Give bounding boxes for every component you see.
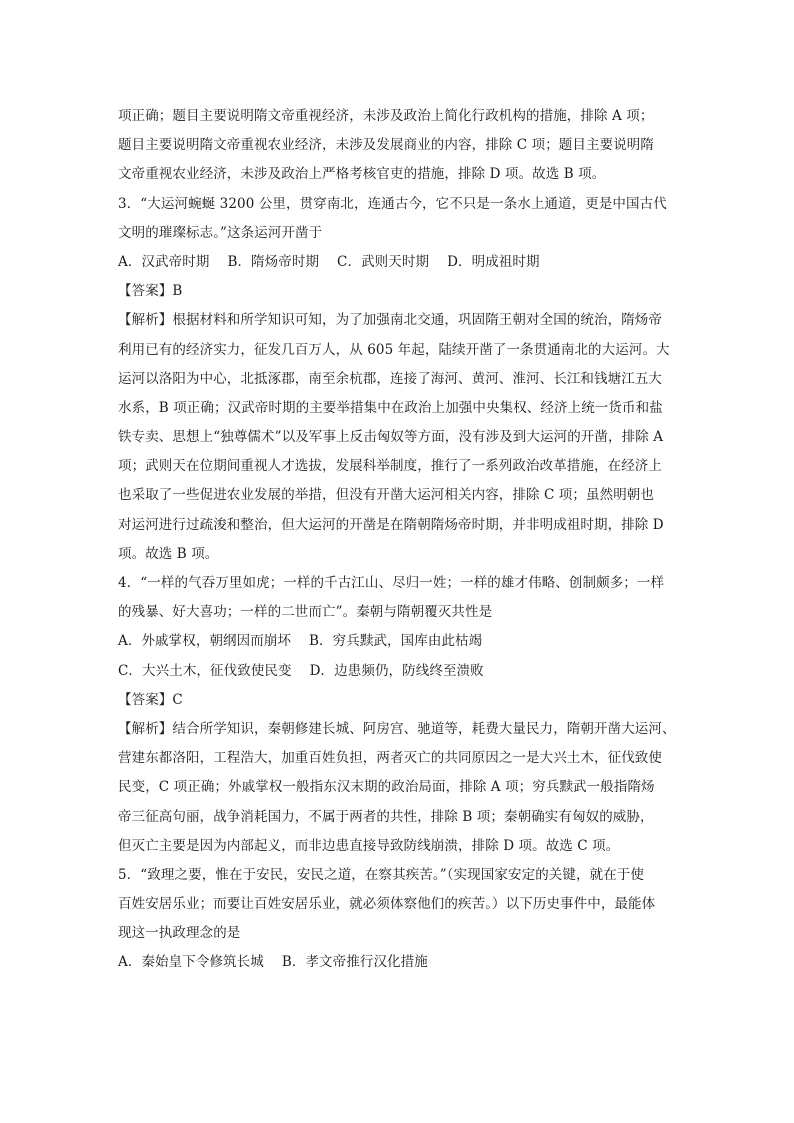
- question-4-analysis: 帝三征高句丽，战争消耗国力，不属于两者的共性，排除 B 项；秦朝确实有匈奴的威胁，: [118, 808, 654, 825]
- text-line: 项正确；题目主要说明隋文帝重视经济，未涉及政治上简化行政机构的措施，排除 A 项；: [118, 108, 654, 124]
- question-3-analysis: 运河以洛阳为中心，北抵涿郡，南至余杭郡，连接了海河、黄河、淮河、长江和钱塘江五大: [118, 370, 662, 387]
- question-3-analysis: 也采取了一些促进农业发展的举措，但没有开凿大运河相关内容，排除 C 项；虽然明朝也: [118, 487, 655, 504]
- question-5-stem: 百姓安居乐业；而要让百姓安居乐业，就必须体察他们的疾苦。）以下历史事件中，最能体: [118, 896, 656, 913]
- question-3-analysis: 项。故选 B 项。: [118, 545, 219, 562]
- question-3-analysis: 水系，B 项正确；汉武帝时期的主要举措集中在政治上加强中央集权、经济上统一货币和盐: [118, 399, 663, 416]
- question-4-stem: 4．“一样的气吞万里如虎；一样的千古江山、尽归一姓；一样的雄才伟略、创制颇多；一样: [118, 575, 665, 591]
- question-4-options: A．外戚掌权，朝纲因而崩坏 B．穷兵黩武，国库由此枯竭: [118, 633, 483, 650]
- question-4-analysis: 民变，C 项正确；外戚掌权一般指东汉末期的政治局面，排除 A 项；穷兵黩武一般指隋炀: [118, 779, 655, 796]
- question-4-analysis: 但灭亡主要是因为内部起义，而非边患直接导致防线崩溃，排除 D 项。故选 C 项。: [118, 837, 620, 854]
- question-4-answer: 【答案】C: [118, 691, 183, 708]
- question-4-analysis: 营建东都洛阳，工程浩大，加重百姓负担，两者灭亡的共同原因之一是大兴土木，征伐致使: [118, 750, 662, 767]
- question-5-options: A．秦始皇下令修筑长城 B．孝文帝推行汉化措施: [118, 954, 428, 971]
- question-4-analysis: 【解析】结合所学知识，秦朝修建长城、阿房宫、驰道等，耗费大量民力，隋朝开凿大运河、: [118, 720, 676, 737]
- question-3-options: A．汉武帝时期 B．隋炀帝时期 C．武则天时期 D．明成祖时期: [118, 253, 540, 270]
- question-3-answer: 【答案】B: [118, 283, 183, 300]
- question-5-stem: 现这一执政理念的是: [118, 925, 241, 942]
- question-5-stem: 5．“致理之要，惟在于安民，安民之道，在察其疾苦。”（实现国家安定的关键，就在于使: [118, 866, 644, 883]
- question-4-stem: 的残暴、好大喜功；一样的二世而亡”。秦朝与隋朝覆灭共性是: [118, 604, 493, 621]
- text-line: 文帝重视农业经济，未涉及政治上严格考核官吏的措施，排除 D 项。故选 B 项。: [118, 166, 606, 183]
- question-3-analysis: 【解析】根据材料和所学知识可知，为了加强南北交通，巩固隋王朝对全国的统治，隋炀帝: [118, 312, 662, 329]
- text-line: 题目主要说明隋文帝重视农业经济，未涉及发展商业的内容，排除 C 项；题目主要说明隋: [118, 137, 655, 154]
- question-3-analysis: 利用已有的经济实力，征发几百万人，从 605 年起，陆续开凿了一条贯通南北的大运河。大: [118, 341, 670, 358]
- question-3-analysis: 对运河进行过疏浚和整治，但大运河的开凿是在隋朝隋炀帝时期，并非明成祖时期，排除 D: [118, 516, 664, 533]
- question-3-stem: 3．“大运河蜿蜒 3200 公里，贯穿南北，连通古今，它不只是一条水上通道，更是中国古代: [118, 195, 667, 212]
- document-body: [118, 102, 688, 978]
- question-3-analysis: 项；武则天在位期间重视人才选拔，发展科举制度，推行了一系列政治改革措施，在经济上: [118, 458, 662, 475]
- question-3-stem: 文明的璀璨标志。”这条运河开凿于: [118, 224, 323, 241]
- question-3-analysis: 铁专卖、思想上“独尊儒术”以及军事上反击匈奴等方面，没有涉及到大运河的开凿，排除 A: [118, 429, 664, 446]
- question-4-options: C．大兴土木，征伐致使民变 D．边患频仍，防线终至溃败: [118, 662, 484, 679]
